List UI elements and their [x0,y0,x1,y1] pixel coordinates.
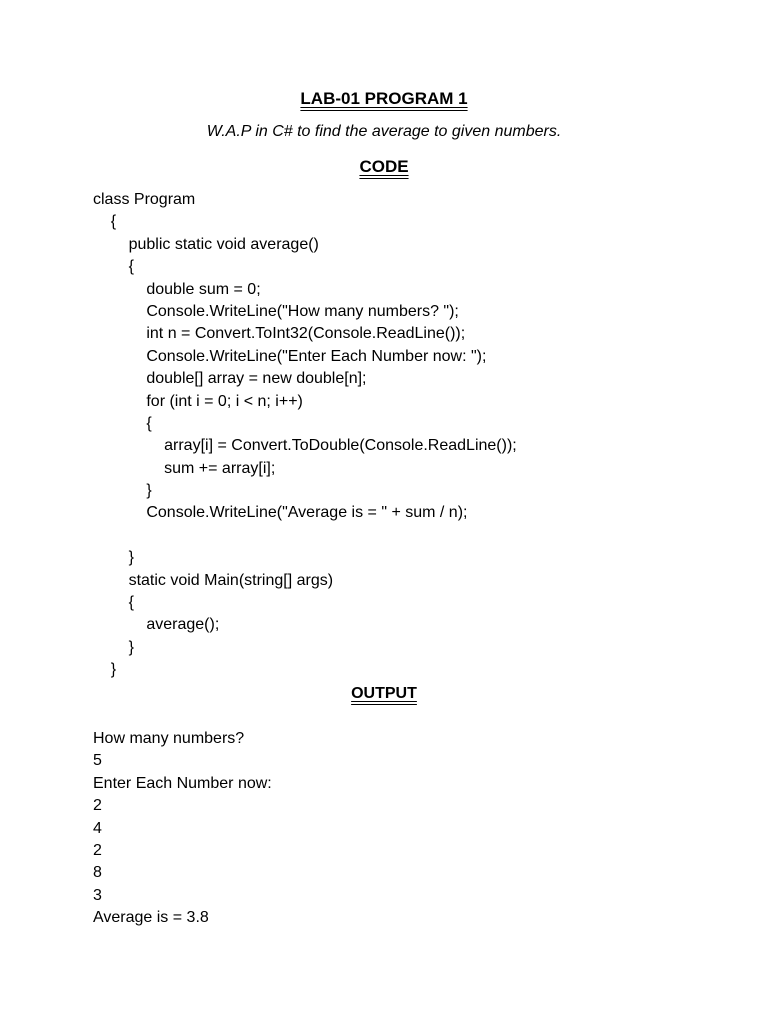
code-line: public static void average() [93,235,319,253]
page-title: LAB-01 PROGRAM 1 [300,89,468,108]
output-line: 4 [93,819,102,837]
output-line: Enter Each Number now: [93,774,272,792]
output-line: 2 [93,841,102,859]
code-heading: CODE [359,157,409,176]
program-description: W.A.P in C# to find the average to given numbers. [206,123,562,140]
code-line: double[] array = new double[n]; [93,370,367,388]
code-line: for (int i = 0; i < n; i++) [93,392,303,410]
code-line: { [93,258,134,276]
code-line: { [93,594,134,612]
output-line: 3 [93,886,102,904]
output-line: 2 [93,797,102,815]
code-line: } [93,549,134,567]
code-line: double sum = 0; [93,280,261,298]
code-line: { [93,414,152,432]
code-line: average(); [93,616,220,634]
code-line: array[i] = Convert.ToDouble(Console.ReadLine()); [93,437,517,455]
code-line: static void Main(string[] args) [93,571,334,589]
output-heading: OUTPUT [351,685,417,702]
code-line: } [93,638,134,656]
code-line: sum += array[i]; [93,459,276,477]
output-line: 8 [93,864,102,882]
output-line: How many numbers? [93,730,245,747]
code-line: } [93,482,152,500]
code-line: int n = Convert.ToInt32(Console.ReadLine()); [93,325,466,343]
code-line: } [93,661,117,679]
code-line: Console.WriteLine("Enter Each Number now: "); [93,347,487,365]
output-line: Average is = 3.8 [93,909,209,927]
code-line: Console.WriteLine("How many numbers? "); [93,302,459,320]
code-line: { [93,213,117,231]
code-block [93,189,517,682]
output-block [93,728,272,930]
code-line [93,525,517,547]
output-line: 5 [93,752,102,770]
code-line: class Program [93,191,196,208]
code-line: Console.WriteLine("Average is = " + sum / n); [93,504,468,522]
